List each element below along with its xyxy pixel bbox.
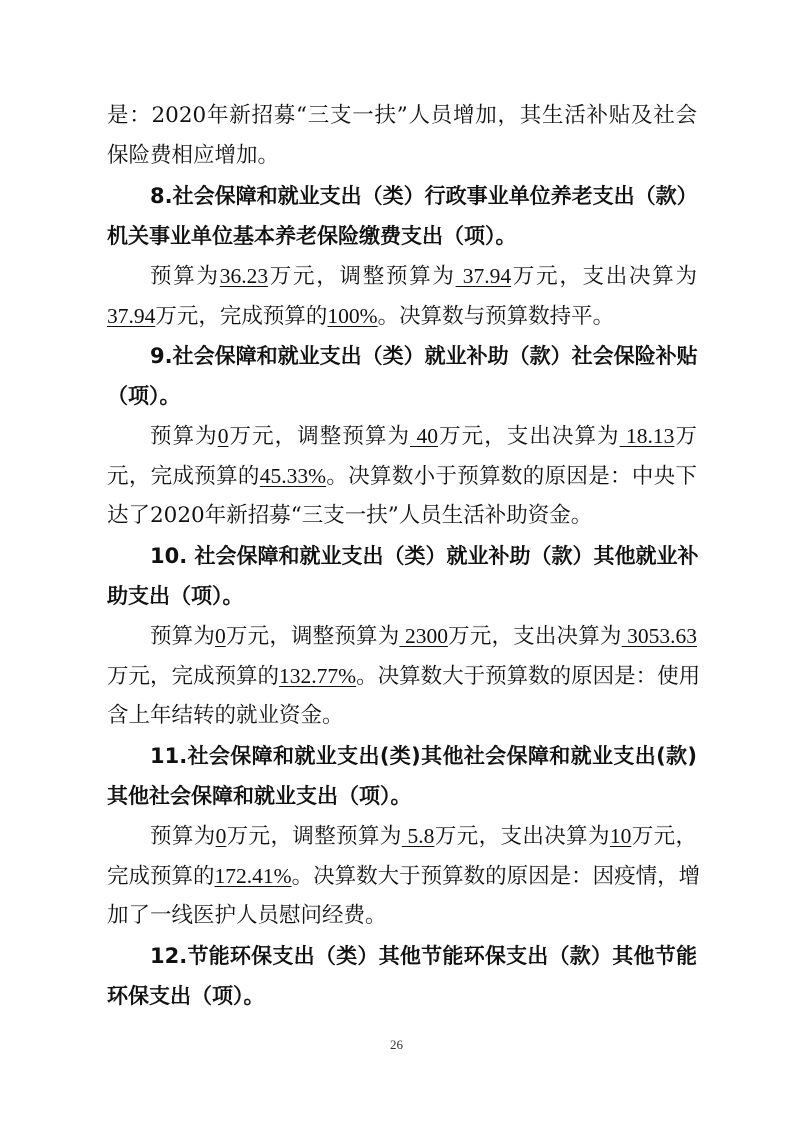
body-line	[107, 298, 697, 334]
body-line	[107, 858, 701, 894]
section-heading: 机关事业单位基本养老保险缴费支出（项）。	[107, 224, 517, 248]
body-line	[150, 818, 697, 854]
section-heading: 11.社会保障和就业支出(类)其他社会保障和就业支出(款)	[150, 744, 697, 768]
body-line: 达了2020年新招募“三支一扶”人员生活补助资金。	[107, 503, 593, 528]
text: 预算为	[150, 424, 218, 449]
body-line: 加了一线医护人员慰问经费。	[107, 903, 387, 928]
completion-rate: 100%	[327, 304, 378, 328]
section-heading: 9.社会保障和就业支出（类）就业补助（款）社会保险补贴	[150, 344, 698, 368]
text: 。决算数与预算数持平。	[377, 304, 615, 329]
text: 万元，支出决算为	[447, 624, 622, 649]
budget-value: 0	[215, 824, 227, 848]
text: 万元，完成预算的	[107, 664, 280, 689]
text: 元，完成预算的	[107, 464, 260, 489]
text: 。决算数小于预算数的原因是：中央下	[326, 464, 697, 489]
text: 预算为	[150, 264, 220, 289]
section-heading: 环保支出（项）。	[107, 984, 265, 1008]
body-line	[107, 458, 697, 494]
adjusted-budget-value: 37.94	[455, 264, 512, 288]
body-line	[150, 418, 697, 454]
text: 万元，调整预算为	[225, 624, 400, 649]
body-line: 是：2020年新招募“三支一扶”人员增加，其生活补贴及社会	[107, 103, 697, 128]
body-line	[150, 258, 697, 294]
text: 万元，完成预算的	[155, 304, 328, 329]
section-heading: 助支出（项）。	[107, 584, 244, 608]
page-number: 26	[390, 1037, 403, 1052]
section-heading: （项）。	[107, 384, 181, 408]
body-line	[107, 658, 701, 694]
text: 万元，调整预算为	[268, 264, 456, 289]
adjusted-budget-value: 5.8	[401, 824, 435, 848]
text: 预算为	[150, 624, 216, 649]
text: 万元，	[631, 824, 697, 849]
final-account-value: 3053.63	[621, 624, 698, 648]
budget-value: 0	[217, 424, 229, 448]
body-line: 保险费相应增加。	[107, 143, 280, 168]
text: 万元，调整预算为	[228, 424, 411, 449]
adjusted-budget-value: 2300	[399, 624, 448, 648]
text: 万元，支出决算为	[438, 424, 620, 449]
budget-value: 36.23	[219, 264, 269, 288]
adjusted-budget-value: 40	[410, 424, 438, 448]
budget-value: 0	[215, 624, 226, 648]
text: 万元，支出决算为	[434, 824, 610, 849]
body-line	[150, 618, 697, 654]
body-line: 含上年结转的就业资金。	[107, 703, 344, 728]
section-heading: 其他社会保障和就业支出（项）。	[107, 784, 412, 808]
section-heading: 10. 社会保障和就业支出（类）就业补助（款）其他就业补	[150, 544, 699, 568]
text: 预算为	[150, 824, 216, 849]
completion-rate: 45.33%	[259, 464, 327, 488]
text: 万	[674, 424, 697, 449]
text: 。决算数大于预算数的原因是：使用	[356, 664, 701, 689]
section-heading: 8.社会保障和就业支出（类）行政事业单位养老支出（款）	[150, 184, 698, 208]
completion-rate: 132.77%	[279, 664, 357, 688]
final-account-value: 18.13	[619, 424, 675, 448]
final-account-value: 37.94	[107, 304, 156, 328]
completion-rate: 172.41%	[214, 864, 292, 888]
section-heading: 12.节能环保支出（类）其他节能环保支出（款）其他节能	[150, 944, 697, 968]
text: 。决算数大于预算数的原因是：因疫情，增	[291, 864, 701, 889]
text: 完成预算的	[107, 864, 215, 889]
text: 万元，调整预算为	[226, 824, 402, 849]
final-account-value: 10	[609, 824, 632, 848]
text: 万元，支出决算为	[511, 264, 697, 289]
